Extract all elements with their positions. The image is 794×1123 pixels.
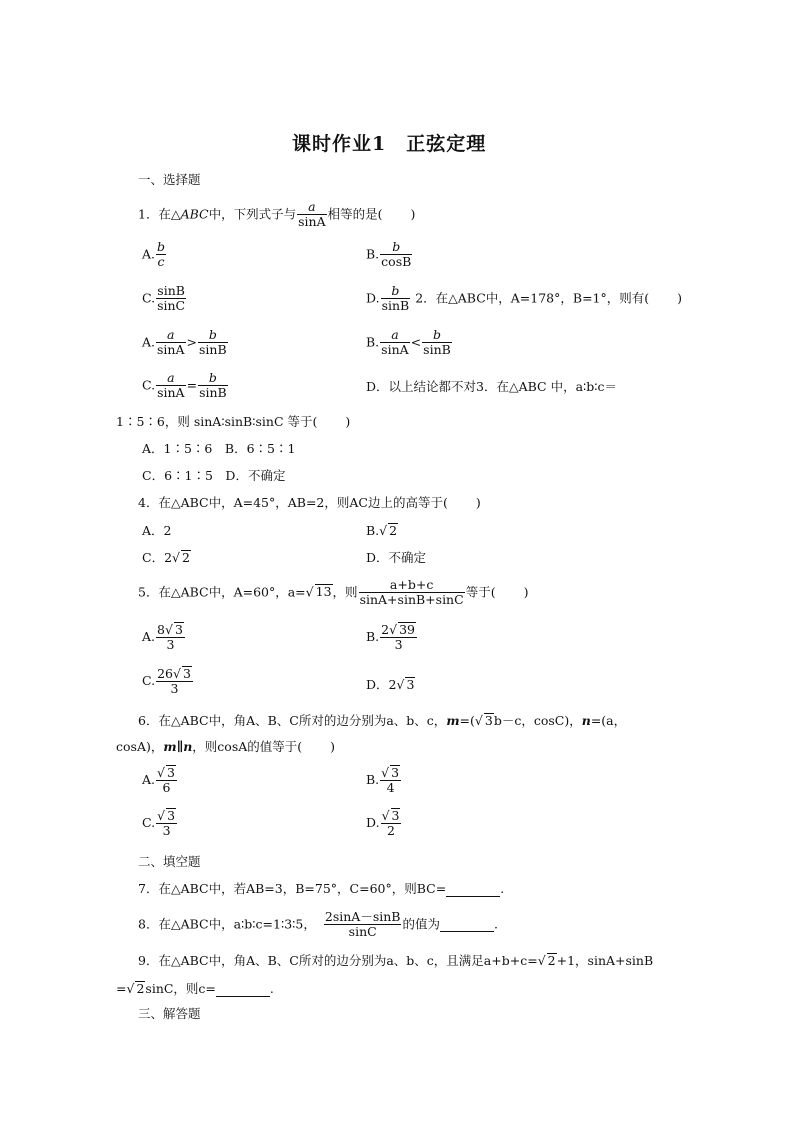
section-heading: 二、填空题 [138, 854, 201, 869]
q4-option-d: D．不确定 [366, 550, 427, 565]
question-5-stem: 5．在△ABC中，A=60°，a=√ 13，则 $\frac{a+b+c}{\sin A+\sin B+\sin C}$ 等于( ) [138, 577, 529, 608]
q2-option-a: A. $\frac{a}{\sin A}$ > $\frac{b}{\sin B}$ [142, 327, 227, 358]
q1-option-a: A. $\frac{b}{c}$ [142, 239, 166, 270]
q5-option-d: D．2√ 3 [366, 677, 415, 692]
fraction: $\frac{a}{\sin A}$ [298, 199, 326, 230]
q5-option-c: C. $\frac{26√ 3}{3}$ [142, 666, 191, 697]
page-title: 课时作业1 正弦定理 [292, 133, 487, 155]
q1-option-c: C. $\frac{\sin B}{\sin C}$ [142, 283, 186, 314]
section-heading: 一、选择题 [138, 172, 201, 187]
question-2-stem: 2．在△ABC中，A=178°，B=1°，则有( [415, 290, 650, 306]
question-3-stem-cont: 1∶5∶6，则 sinA∶sinB∶sinC 等于( ) [116, 414, 351, 429]
q5-option-a: A. $\frac{8√ 3}{3}$ [142, 622, 183, 653]
answer-blank [440, 918, 494, 932]
q6-option-a: A. $\frac{√ 3}{6}$ [142, 765, 175, 796]
q2-option-b: B. $\frac{a}{\sin A}$ < $\frac{b}{\sin B}$ [366, 327, 451, 358]
q6-option-b: B. $\frac{√ 3}{4}$ [366, 765, 400, 796]
q1-option-b: B. $\frac{b}{\cos B}$ [366, 239, 412, 270]
q6-option-d: D. $\frac{√ 3}{2}$ [366, 808, 400, 839]
q4-option-a: A．2 [142, 523, 172, 538]
q6-option-c: C. $\frac{√ 3}{3}$ [142, 808, 176, 839]
question-3-stem: 3．在△ABC 中，a∶b∶c＝ [476, 379, 618, 394]
question-6-stem-cont: cosA)，m∥n，则cosA的值等于( ) [116, 739, 336, 754]
question-6-stem: 6．在△ABC中，角A、B、C所对的边分别为a、b、c，m=(√ 3b－c，cosC)，n=(a， [138, 713, 627, 728]
question-1-stem: 1．在△ABC中，下列式子与 $\frac{a}{\sin A}$ 相等的是( ) [138, 199, 416, 230]
answer-blank [446, 883, 500, 897]
q2-option-d: D．以上结论都不对3．在△ABC 中，a∶b∶c＝ [366, 379, 618, 394]
question-7: 7．在△ABC中，若AB=3，B=75°，C=60°，则BC= . [138, 881, 505, 896]
q1-option-d: D. $\frac{b}{\sin B}$ 2．在△ABC中，A=178°，B=1°，则有( ) [366, 283, 683, 314]
q4-option-c: C．2√ 2 [142, 550, 190, 565]
q2-option-c: C. $\frac{a}{\sin A}$ = $\frac{b}{\sin B}$ [142, 370, 227, 401]
question-9-cont: =√ 2sinC，则c= . [116, 981, 274, 996]
q5-option-b: B. $\frac{2√ 39}{3}$ [366, 622, 415, 653]
q3-options-row1: A．1∶5∶6 B．6∶5∶1 [142, 441, 296, 456]
section-heading: 三、解答题 [138, 1006, 201, 1021]
answer-blank [216, 983, 270, 997]
q3-options-row2: C．6∶1∶5 D．不确定 [142, 468, 286, 483]
q4-option-b: B.√ 2 [366, 523, 398, 538]
question-4-stem: 4．在△ABC中，A=45°，AB=2，则AC边上的高等于( ) [138, 495, 481, 510]
question-9: 9．在△ABC中，角A、B、C所对的边分别为a、b、c，且满足a+b+c=√ 2+1，sinA+sinB [138, 953, 654, 968]
question-8: 8．在△ABC中，a∶b∶c=1∶3∶5， $\frac{2\sin A-\sin B}{\sin C}$ 的值为 . [138, 909, 498, 940]
